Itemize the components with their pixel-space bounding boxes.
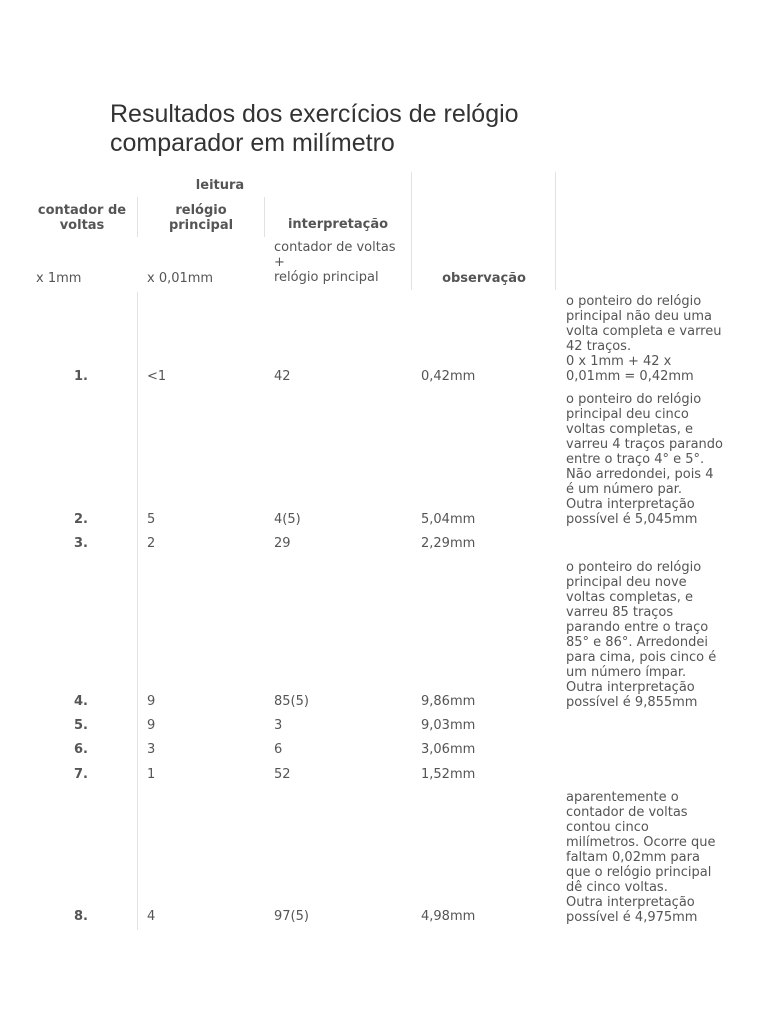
cell-contador: 3 [147, 742, 156, 757]
cell-relogio: 52 [274, 767, 291, 782]
cell-contador: 4 [147, 909, 156, 924]
cell-relogio: 29 [274, 536, 291, 551]
row-number: 8. [74, 909, 88, 924]
header-formula: contador de voltas + relógio principal [274, 240, 396, 285]
header-divider [555, 172, 556, 290]
page-title: Resultados dos exercícios de relógio comparador em milímetro [110, 100, 519, 157]
cell-relogio: 4(5) [274, 512, 301, 527]
cell-observacao: o ponteiro do relógio principal não deu uma volta completa e varreu 42 traços. 0 x 1mm + 42 x 0,01mm = 0,42mm [566, 294, 722, 384]
header-observacao: observação [442, 271, 526, 286]
cell-relogio: 97(5) [274, 909, 309, 924]
cell-observacao: aparentemente o contador de voltas contou cinco milímetros. Ocorre que faltam 0,02mm para que o relógio principal dê cinco voltas. Outra interpretação possível é 4,975mm [566, 790, 716, 925]
header-contador-de-voltas: contador de voltas [37, 203, 127, 233]
cell-interpretacao: 1,52mm [421, 767, 476, 782]
header-unit-relogio: x 0,01mm [147, 271, 214, 286]
row-number: 2. [74, 512, 88, 527]
cell-relogio: 6 [274, 742, 283, 757]
header-relogio-principal: relógio principal [168, 203, 234, 233]
row-number: 4. [74, 694, 88, 709]
cell-contador: 1 [147, 767, 156, 782]
cell-observacao: o ponteiro do relógio principal deu nove voltas completas, e varreu 85 traços parando entre o traço 85° e 86°. Arredondei para cima, pois cinco é um número ímpar. Outra interpretação possível é 9,855mm [566, 560, 717, 710]
cell-interpretacao: 9,86mm [421, 694, 476, 709]
row-number: 6. [74, 742, 88, 757]
cell-contador: 2 [147, 536, 156, 551]
cell-contador: 5 [147, 512, 156, 527]
cell-relogio: 42 [274, 369, 291, 384]
cell-contador: 9 [147, 718, 156, 733]
header-interpretacao: interpretação [287, 217, 389, 232]
row-number: 5. [74, 718, 88, 733]
header-divider [411, 172, 412, 290]
cell-interpretacao: 4,98mm [421, 909, 476, 924]
row-number: 7. [74, 767, 88, 782]
cell-interpretacao: 9,03mm [421, 718, 476, 733]
cell-interpretacao: 5,04mm [421, 512, 476, 527]
row-number: 1. [74, 369, 88, 384]
column-divider [137, 292, 138, 930]
cell-interpretacao: 2,29mm [421, 536, 476, 551]
header-unit-contador: x 1mm [36, 271, 82, 286]
header-divider [137, 197, 138, 237]
row-number: 3. [74, 536, 88, 551]
header-divider [264, 197, 265, 237]
cell-relogio: 3 [274, 718, 283, 733]
cell-interpretacao: 3,06mm [421, 742, 476, 757]
cell-contador: <1 [147, 369, 167, 384]
header-leitura: leitura [195, 178, 245, 193]
cell-relogio: 85(5) [274, 694, 309, 709]
cell-interpretacao: 0,42mm [421, 369, 476, 384]
cell-contador: 9 [147, 694, 156, 709]
cell-observacao: o ponteiro do relógio principal deu cinco voltas completas, e varreu 4 traços parando entre o traço 4° e 5°. Não arredondei, pois 4 é um número par. Outra interpretação possível é 5,045mm [566, 392, 723, 527]
